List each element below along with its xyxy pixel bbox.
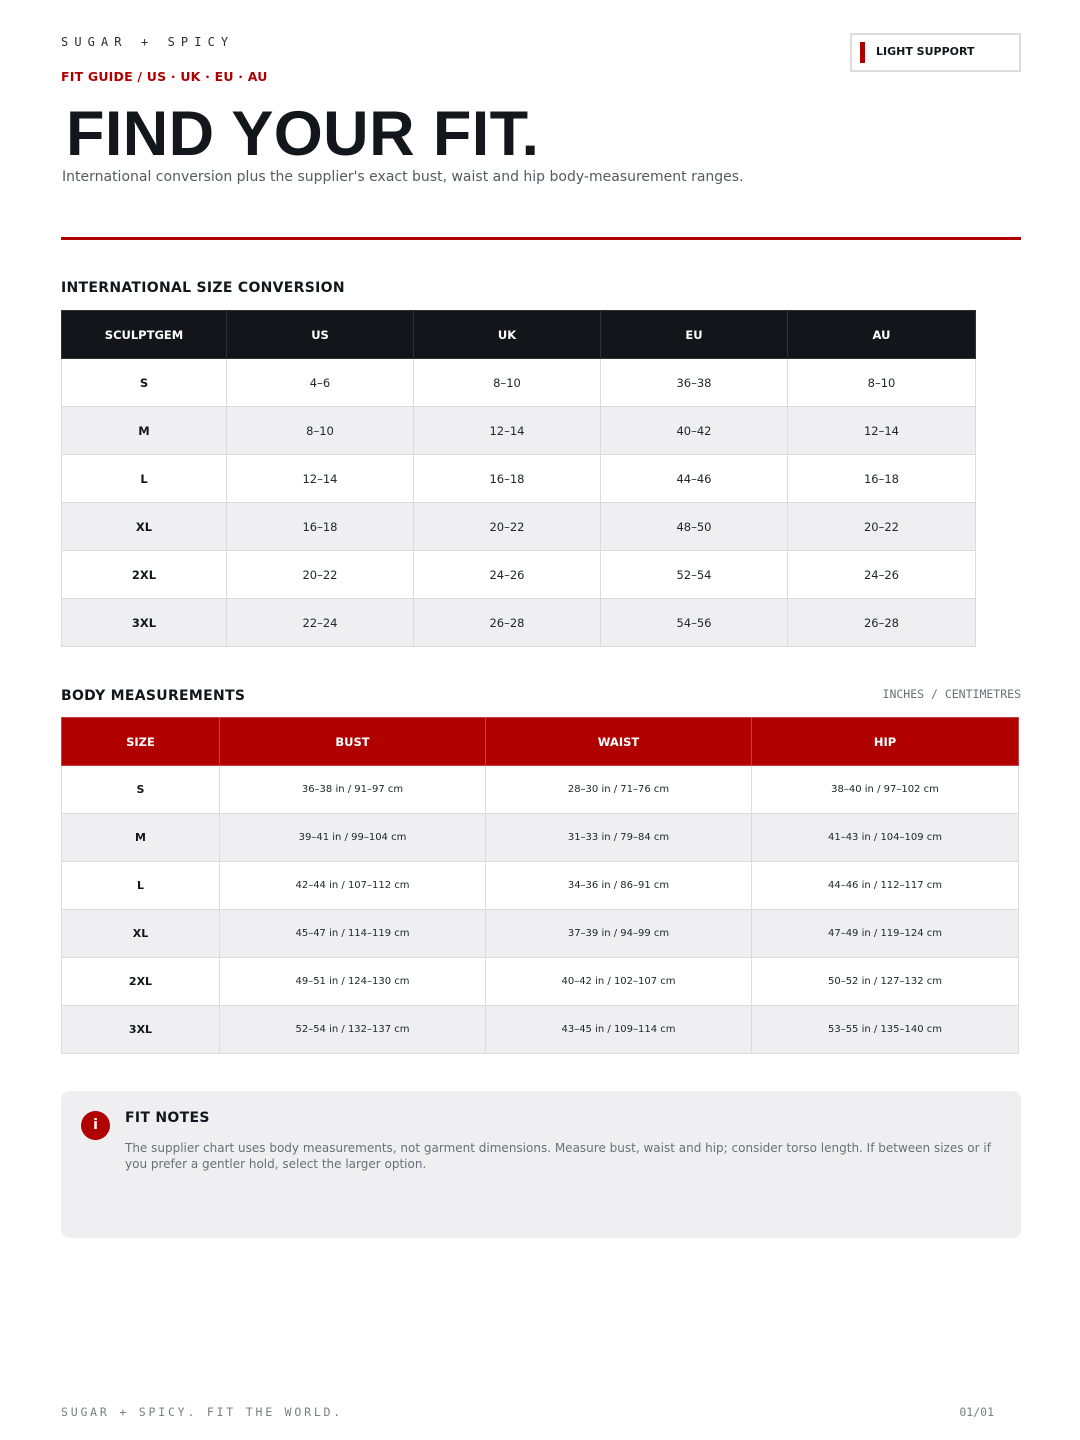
support-accent-bar <box>860 42 865 63</box>
support-level-badge <box>850 33 1021 72</box>
size-cell: XL <box>62 910 220 958</box>
bust-cell: 49–51 in / 124–130 cm <box>220 958 486 1006</box>
bust-cell: 45–47 in / 114–119 cm <box>220 910 486 958</box>
column-header: EU <box>601 311 788 359</box>
size-cell: XL <box>62 503 227 551</box>
size-cell: S <box>62 766 220 814</box>
waist-cell: 34–36 in / 86–91 cm <box>486 862 752 910</box>
table-cell: 26–28 <box>788 599 976 647</box>
hip-cell: 53–55 in / 135–140 cm <box>752 1006 1019 1054</box>
size-cell: S <box>62 359 227 407</box>
waist-cell: 31–33 in / 79–84 cm <box>486 814 752 862</box>
waist-cell: 40–42 in / 102–107 cm <box>486 958 752 1006</box>
table-row <box>62 1006 1019 1054</box>
table-cell: 24–26 <box>414 551 601 599</box>
measurements-section-title: BODY MEASUREMENTS <box>61 688 246 704</box>
table-cell: 48–50 <box>601 503 788 551</box>
table-row <box>62 862 1019 910</box>
column-header: AU <box>788 311 976 359</box>
size-cell: M <box>62 407 227 455</box>
hip-cell: 44–46 in / 112–117 cm <box>752 862 1019 910</box>
page-subtitle: International conversion plus the supplier's exact bust, waist and hip body-measurement ranges. <box>62 169 744 185</box>
waist-cell: 43–45 in / 109–114 cm <box>486 1006 752 1054</box>
table-cell: 44–46 <box>601 455 788 503</box>
table-row <box>62 407 976 455</box>
column-header: BUST <box>220 718 486 766</box>
waist-cell: 28–30 in / 71–76 cm <box>486 766 752 814</box>
column-header: WAIST <box>486 718 752 766</box>
table-row <box>62 503 976 551</box>
hip-cell: 41–43 in / 104–109 cm <box>752 814 1019 862</box>
fit-notes-title: FIT NOTES <box>125 1110 210 1126</box>
table-cell: 20–22 <box>788 503 976 551</box>
table-cell: 4–6 <box>227 359 414 407</box>
table-cell: 8–10 <box>414 359 601 407</box>
size-cell: 3XL <box>62 599 227 647</box>
table-cell: 12–14 <box>414 407 601 455</box>
table-cell: 24–26 <box>788 551 976 599</box>
table-cell: 16–18 <box>788 455 976 503</box>
table-cell: 16–18 <box>414 455 601 503</box>
table-cell: 12–14 <box>788 407 976 455</box>
table-row <box>62 599 976 647</box>
bust-cell: 39–41 in / 99–104 cm <box>220 814 486 862</box>
table-header-row <box>62 311 976 359</box>
info-icon: i <box>81 1111 110 1140</box>
column-header: SIZE <box>62 718 220 766</box>
table-cell: 12–14 <box>227 455 414 503</box>
table-cell: 52–54 <box>601 551 788 599</box>
table-cell: 36–38 <box>601 359 788 407</box>
support-level-label: LIGHT SUPPORT <box>876 45 975 58</box>
bust-cell: 52–54 in / 132–137 cm <box>220 1006 486 1054</box>
column-header: US <box>227 311 414 359</box>
header-divider <box>61 237 1021 240</box>
page-number: 01/01 <box>959 1405 994 1419</box>
table-cell: 40–42 <box>601 407 788 455</box>
table-row <box>62 910 1019 958</box>
table-row <box>62 814 1019 862</box>
bust-cell: 36–38 in / 91–97 cm <box>220 766 486 814</box>
table-header-row <box>62 718 1019 766</box>
size-cell: 3XL <box>62 1006 220 1054</box>
column-header: HIP <box>752 718 1019 766</box>
table-cell: 20–22 <box>414 503 601 551</box>
size-cell: L <box>62 455 227 503</box>
table-row <box>62 551 976 599</box>
fit-guide-label: FIT GUIDE / US · UK · EU · AU <box>61 69 268 84</box>
size-cell: 2XL <box>62 551 227 599</box>
size-conversion-table <box>61 310 976 647</box>
bust-cell: 42–44 in / 107–112 cm <box>220 862 486 910</box>
hip-cell: 38–40 in / 97–102 cm <box>752 766 1019 814</box>
column-header: UK <box>414 311 601 359</box>
table-cell: 8–10 <box>788 359 976 407</box>
size-cell: 2XL <box>62 958 220 1006</box>
body-measurements-table <box>61 717 1019 1054</box>
table-cell: 20–22 <box>227 551 414 599</box>
table-row <box>62 455 976 503</box>
brand-wordmark: SUGAR + SPICY <box>61 35 235 49</box>
size-cell: M <box>62 814 220 862</box>
table-cell: 22–24 <box>227 599 414 647</box>
table-cell: 54–56 <box>601 599 788 647</box>
fit-notes-panel <box>61 1091 1021 1238</box>
table-cell: 8–10 <box>227 407 414 455</box>
size-cell: L <box>62 862 220 910</box>
units-note: INCHES / CENTIMETRES <box>882 687 1021 701</box>
table-row <box>62 359 976 407</box>
hip-cell: 47–49 in / 119–124 cm <box>752 910 1019 958</box>
table-row <box>62 958 1019 1006</box>
column-header: SCULPTGEM <box>62 311 227 359</box>
table-cell: 26–28 <box>414 599 601 647</box>
conversion-section-title: INTERNATIONAL SIZE CONVERSION <box>61 280 345 296</box>
table-row <box>62 766 1019 814</box>
hip-cell: 50–52 in / 127–132 cm <box>752 958 1019 1006</box>
fit-notes-text: The supplier chart uses body measurements, not garment dimensions. Measure bust, waist and hip; consider torso length. If between sizes or if you prefer a gentler hold, select the larger option. <box>125 1141 991 1171</box>
table-cell: 16–18 <box>227 503 414 551</box>
page-title: FIND YOUR FIT. <box>66 99 540 169</box>
footer-tagline: SUGAR + SPICY. FIT THE WORLD. <box>61 1405 343 1419</box>
waist-cell: 37–39 in / 94–99 cm <box>486 910 752 958</box>
